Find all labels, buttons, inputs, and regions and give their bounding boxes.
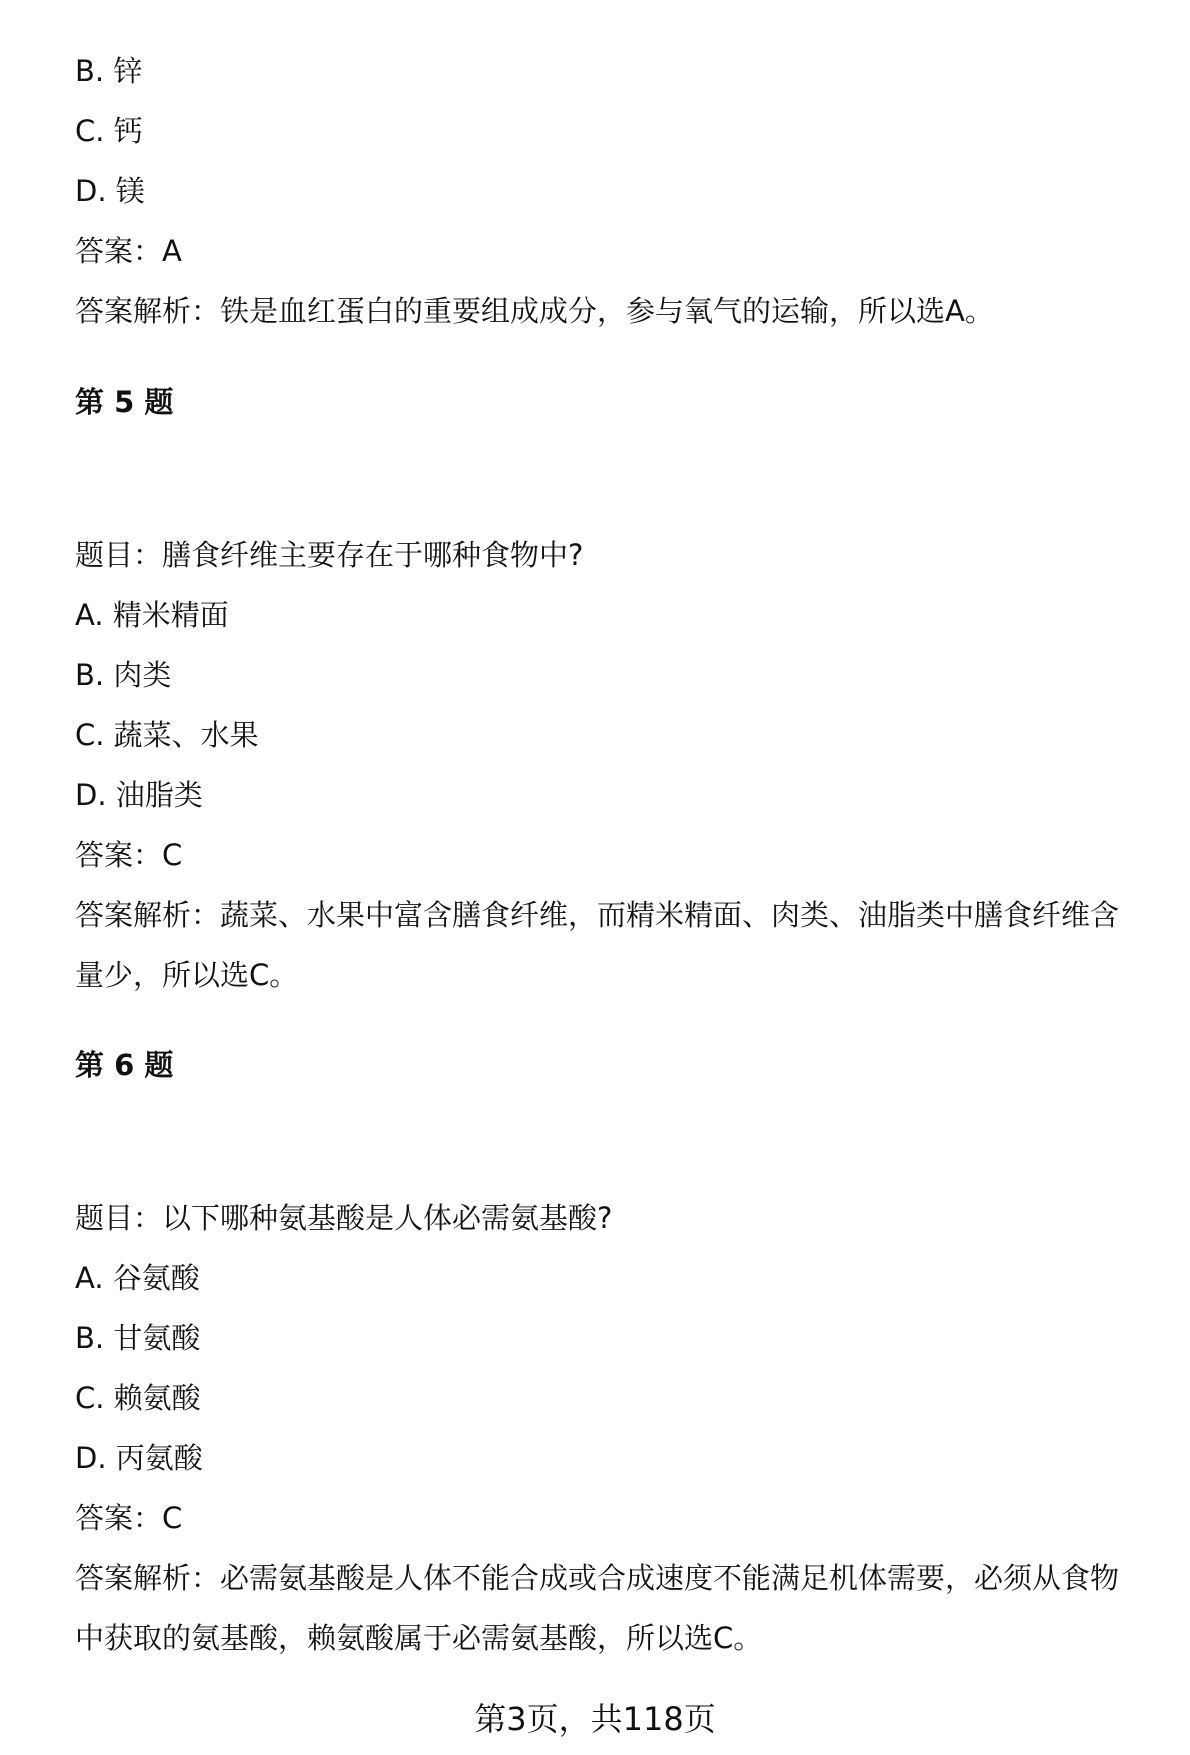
q4-option-d: D. 镁 — [75, 174, 145, 208]
q6-option-d: D. 丙氨酸 — [75, 1441, 203, 1475]
q6-option-a: A. 谷氨酸 — [75, 1261, 200, 1295]
q6-heading: 第 6 题 — [75, 1048, 174, 1082]
q5-heading: 第 5 题 — [75, 385, 174, 419]
q5-option-b: B. 肉类 — [75, 658, 172, 692]
q6-question: 题目：以下哪种氨基酸是人体必需氨基酸? — [75, 1201, 613, 1235]
q5-question: 题目：膳食纤维主要存在于哪种食物中? — [75, 538, 584, 572]
q5-answer: 答案：C — [75, 838, 183, 872]
page-number: 第3页，共118页 — [474, 1700, 716, 1738]
q6-analysis-line-1: 答案解析：必需氨基酸是人体不能合成或合成速度不能满足机体需要，必须从食物 — [75, 1561, 1120, 1595]
q5-option-d: D. 油脂类 — [75, 778, 203, 812]
q5-option-a: A. 精米精面 — [75, 598, 229, 632]
q6-option-c: C. 赖氨酸 — [75, 1381, 201, 1415]
q5-option-c: C. 蔬菜、水果 — [75, 718, 259, 752]
q6-option-b: B. 甘氨酸 — [75, 1321, 201, 1355]
q4-option-c: C. 钙 — [75, 114, 143, 148]
q4-answer: 答案：A — [75, 234, 182, 268]
q6-analysis-line-2: 中获取的氨基酸，赖氨酸属于必需氨基酸，所以选C。 — [75, 1621, 763, 1655]
q5-analysis-line-1: 答案解析：蔬菜、水果中富含膳食纤维，而精米精面、肉类、油脂类中膳食纤维含 — [75, 898, 1120, 932]
q5-analysis-line-2: 量少，所以选C。 — [75, 958, 299, 992]
q4-option-b: B. 锌 — [75, 54, 143, 88]
q4-analysis: 答案解析：铁是血红蛋白的重要组成成分，参与氧气的运输，所以选A。 — [75, 294, 994, 328]
q6-answer: 答案：C — [75, 1501, 183, 1535]
